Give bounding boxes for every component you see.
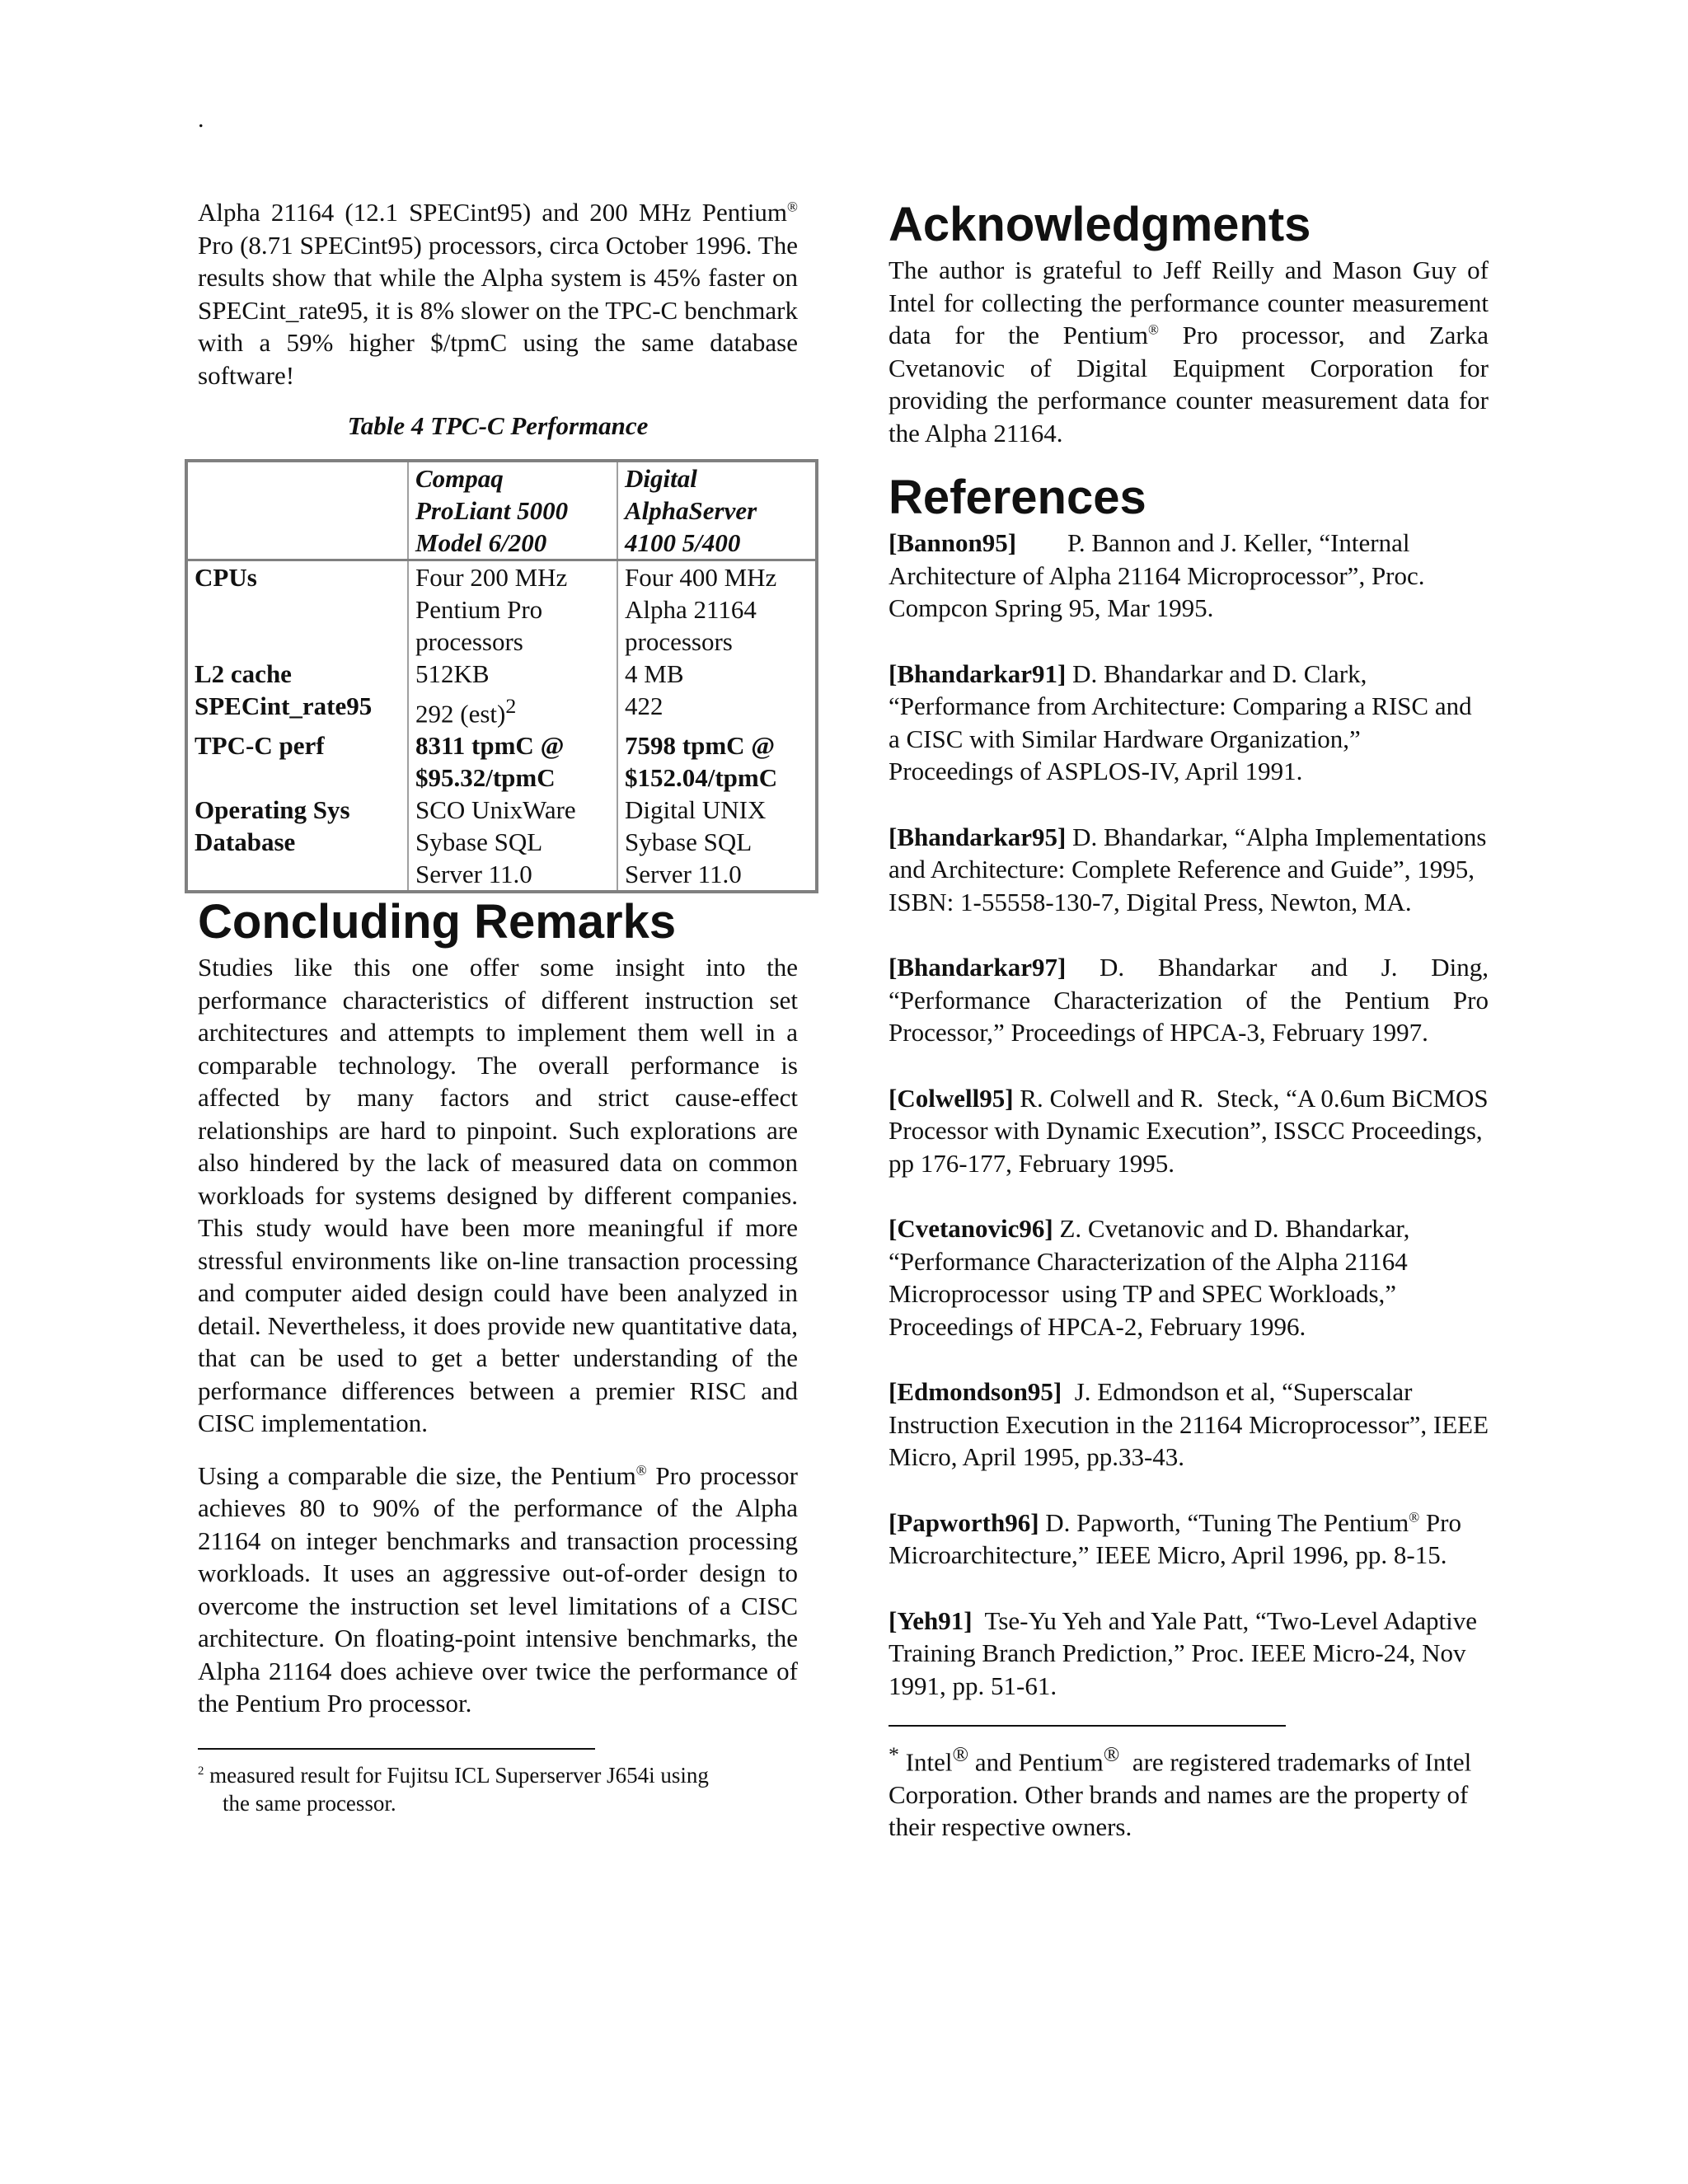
concluding-paragraph-1: Studies like this one offer some insight into the performance characteristics of different instruction set architectures and attempts to implement them well in a comparable technology. The overall performance is affected by many factors and strict cause-effect relationships are hard to pinpoint. Such explorations are also hindered by the lack of measured data on common workloads for systems designed by different companies. This study would have been more meaningful if more stressful environments like on-line transaction processing and computer aided design could have been analyzed in detail. Nevertheless, it does provide new quantitative data, that can be used to get a better understanding of the performance differences between a premier RISC and CISC implementation. xyxy=(198,953,798,1438)
table-cell-line: Four 200 MHz xyxy=(415,563,568,592)
reference-entry xyxy=(889,527,1489,625)
reference-text: Tse-Yu Yeh and Yale Patt, “Two-Level Adaptive Training Branch Prediction,” Proc. IEEE Micro-24, Nov 1991, pp. 51-61. xyxy=(889,1605,1478,1700)
reference-entry xyxy=(889,821,1489,919)
table-row-label xyxy=(186,794,408,826)
reference-text: J. Edmondson et al, “Superscalar Instruction Execution in the 21164 Microprocessor”, IEEE Micro, April 1995, pp.33-43. xyxy=(889,1377,1489,1471)
table-row xyxy=(186,658,817,690)
table-cell-line: Server 11.0 xyxy=(415,860,532,889)
reference-list xyxy=(889,527,1489,1702)
table-cell-line: TPC-C perf xyxy=(195,731,325,761)
footnote-line-1: $^2$ measured result for Fujitsu ICL Superserver J654i using xyxy=(198,1762,709,1788)
reference-entry xyxy=(889,1082,1489,1180)
reference-tag: [Bhandarkar95] xyxy=(889,822,1067,851)
table-cell-line: 4100 5/400 xyxy=(625,528,741,557)
page-marker: . xyxy=(198,105,204,133)
table-cell-compaq xyxy=(408,690,617,729)
table-row-label xyxy=(186,690,408,729)
table-cell-line: L2 cache xyxy=(195,659,292,688)
table-cell-line: Server 11.0 xyxy=(625,860,742,889)
table-row-label xyxy=(186,826,408,892)
reference-text: Z. Cvetanovic and D. Bhandarkar, “Performance Characterization of the Alpha 21164 Microprocessor using TP and SPEC Workloads,” Proceedings of HPCA-2, February 1996. xyxy=(889,1214,1410,1341)
table-row-label xyxy=(186,560,408,658)
table-cell-line: Digital xyxy=(625,464,697,493)
table-cell-line: Pentium Pro xyxy=(415,595,543,624)
reference-entry xyxy=(889,1212,1489,1343)
reference-tag: [Bannon95] xyxy=(889,528,1017,557)
table-cell-compaq xyxy=(408,826,617,892)
concluding-remarks-heading: Concluding Remarks xyxy=(198,895,677,949)
table-header-digital xyxy=(617,461,817,560)
table-cell-line: Model 6/200 xyxy=(415,528,547,557)
table-cell-line: SCO UnixWare xyxy=(415,795,576,825)
table-cell-line: CPUs xyxy=(195,563,257,592)
table-cell-line: AlphaServer xyxy=(625,496,757,525)
reference-text: P. Bannon and J. Keller, “Internal Architecture of Alpha 21164 Microprocessor”, Proc. Compcon Spring 95, Mar 1995. xyxy=(889,528,1425,622)
reference-text: R. Colwell and R. Steck, “A 0.6um BiCMOS Processor with Dynamic Execution”, ISSCC Proceedings, pp 176-177, February 1995. xyxy=(889,1083,1489,1178)
table-cell-line: Database xyxy=(195,827,296,857)
table-row xyxy=(186,794,817,826)
table-row xyxy=(186,729,817,794)
intro-paragraph: Alpha 21164 (12.1 SPECint95) and 200 MHz Pentium® Pro (8.71 SPECint95) processors, circa October 1996. The results show that while the Alpha system is 45% faster on SPECint_rate95, it is 8% slower on the TPC-C benchmark with a 59% higher $/tpmC using the same database software! xyxy=(198,198,798,390)
table-row xyxy=(186,560,817,658)
references-heading: References xyxy=(889,471,1146,524)
reference-tag: [Yeh91] xyxy=(889,1605,973,1635)
footnote-2 xyxy=(198,1761,798,1817)
reference-tag: [Colwell95] xyxy=(889,1083,1014,1113)
table-cell-line: SPECint_rate95 xyxy=(195,691,373,720)
table-row-label xyxy=(186,658,408,690)
table-cell-line: $152.04/tpmC xyxy=(625,763,778,793)
trademark-footnote: * Intel® and Pentium® are registered trademarks of Intel Corporation. Other brands and names are the property of their respective owners. xyxy=(889,1742,1472,1842)
table-row xyxy=(186,690,817,729)
table-row xyxy=(186,826,817,892)
table-cell-line: 8311 tpmC @ xyxy=(415,731,565,761)
reference-text: D. Bhandarkar and J. Ding, “Performance Characterization of the Pentium Pro Processor,” Proceedings of HPCA-3, February 1997. xyxy=(889,953,1489,1047)
right-column xyxy=(889,196,1489,1844)
table-cell-line: processors xyxy=(415,627,523,656)
table-cell-line: 512KB xyxy=(415,659,490,688)
reference-entry xyxy=(889,658,1489,788)
reference-entry xyxy=(889,1605,1489,1703)
left-column xyxy=(195,196,798,1817)
trademark-rule xyxy=(889,1725,1286,1727)
table-cell-line: ProLiant 5000 xyxy=(415,496,569,525)
table-cell-line: $95.32/tpmC xyxy=(415,763,556,793)
table-header-row xyxy=(186,461,817,560)
reference-text: D. Bhandarkar and D. Clark, “Performance from Architecture: Comparing a RISC and a CISC with Similar Hardware Organization,” Proceedings of ASPLOS-IV, April 1991. xyxy=(889,658,1472,785)
table-cell-digital xyxy=(617,658,817,690)
table-cell-line: Compaq xyxy=(415,464,504,493)
concluding-paragraph-2: Using a comparable die size, the Pentium® Pro processor achieves 80 to 90% of the performance of the Alpha 21164 on integer benchmarks and transaction processing workloads. It uses an aggressive out-of-order design to overcome the instruction set level limitations of a CISC architecture. On floating-point intensive benchmarks, the Alpha 21164 does achieve over twice the performance of the Pentium Pro processor. xyxy=(198,1460,798,1718)
table-caption: Table 4 TPC-C Performance xyxy=(347,411,649,440)
table-cell-digital xyxy=(617,794,817,826)
table-cell-compaq xyxy=(408,560,617,658)
table-cell-digital xyxy=(617,729,817,794)
table-cell-line: 422 xyxy=(625,691,663,720)
reference-entry xyxy=(889,951,1489,1049)
reference-entry xyxy=(889,1507,1489,1572)
footnote-rule xyxy=(198,1748,595,1750)
table-cell-line: Sybase SQL xyxy=(415,827,543,857)
footnote-line-2: the same processor. xyxy=(223,1790,396,1816)
reference-tag: [Edmondson95] xyxy=(889,1377,1062,1406)
reference-tag: [Cvetanovic96] xyxy=(889,1214,1053,1243)
table-cell-line: 292 (est)$^2$ xyxy=(415,694,517,729)
table-header-compaq xyxy=(408,461,617,560)
table-row-label xyxy=(186,729,408,794)
table-header-empty xyxy=(186,461,408,560)
table-cell-compaq xyxy=(408,794,617,826)
table-cell-line: Alpha 21164 xyxy=(625,595,757,624)
reference-entry xyxy=(889,1376,1489,1474)
reference-tag: [Papworth96] xyxy=(889,1507,1039,1537)
table-cell-line: Sybase SQL xyxy=(625,827,753,857)
table-cell-line: Operating Sys xyxy=(195,795,350,825)
reference-text: D. Bhandarkar, “Alpha Implementations and Architecture: Complete Reference and Guide”, 1995, ISBN: 1-55558-130-7, Digital Press, Newton, MA. xyxy=(889,822,1487,916)
table-cell-line: 4 MB xyxy=(625,659,684,688)
table-cell-digital xyxy=(617,826,817,892)
reference-tag: [Bhandarkar97] xyxy=(889,953,1067,982)
table-cell-compaq xyxy=(408,729,617,794)
table-cell-line: Digital UNIX xyxy=(625,795,767,825)
reference-tag: [Bhandarkar91] xyxy=(889,658,1067,688)
reference-text: D. Papworth, “Tuning The Pentium® Pro Microarchitecture,” IEEE Micro, April 1996, pp. 8-15. xyxy=(889,1507,1461,1569)
table-cell-line: processors xyxy=(625,627,733,656)
acknowledgments-heading: Acknowledgments xyxy=(889,198,1311,251)
acknowledgments-paragraph: The author is grateful to Jeff Reilly and Mason Guy of Intel for collecting the performance counter measurement data for the Pentium® Pro processor, and Zarka Cvetanovic of Digital Equipment Corporation for providing the performance counter measurement data for the Alpha 21164. xyxy=(889,255,1489,448)
table-cell-line: Four 400 MHz xyxy=(625,563,777,592)
table-cell-line: 7598 tpmC @ xyxy=(625,731,776,761)
tpc-c-performance-table xyxy=(185,459,818,893)
table-cell-digital xyxy=(617,690,817,729)
table-cell-compaq xyxy=(408,658,617,690)
table-cell-digital xyxy=(617,560,817,658)
